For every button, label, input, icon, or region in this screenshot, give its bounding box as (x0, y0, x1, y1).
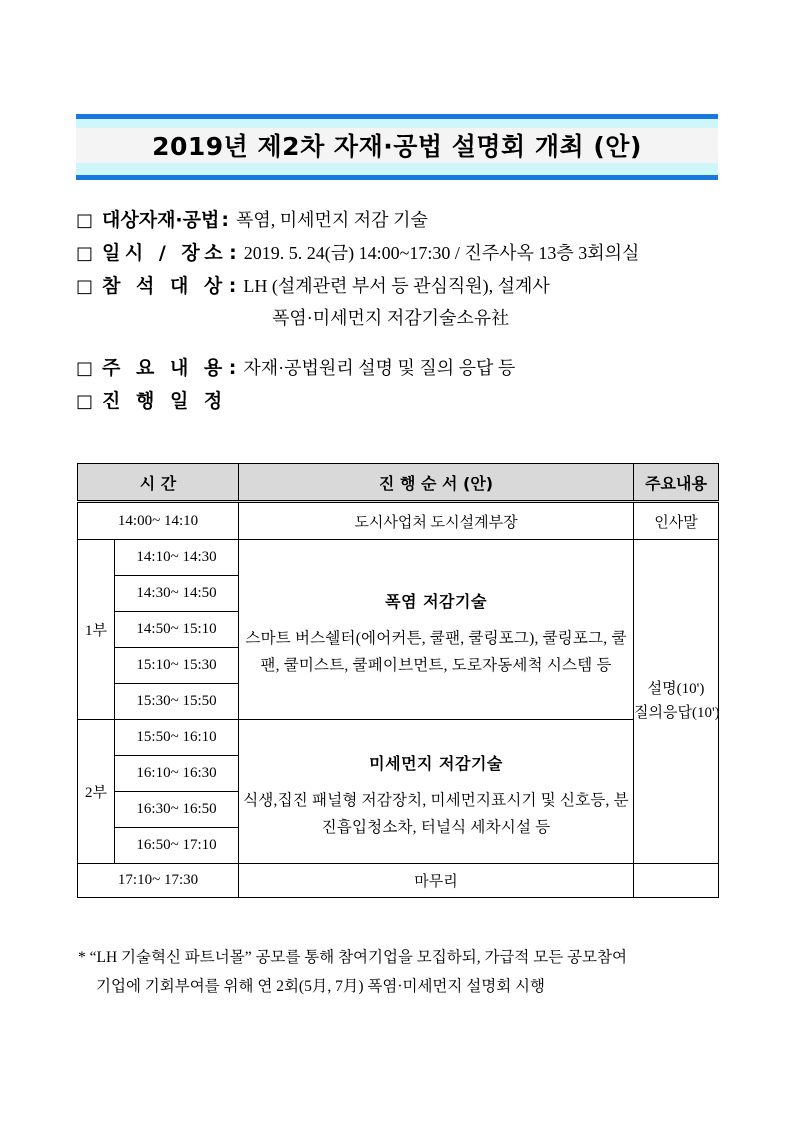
info-item-colon: : (221, 209, 229, 231)
title-banner (76, 114, 718, 180)
cell-merged-note (634, 540, 719, 864)
info-item-label: 진 행 일 정 (102, 389, 227, 412)
info-item-colon: : (228, 274, 237, 297)
cell-closing-note (634, 864, 719, 898)
square-bullet-icon: □ (76, 275, 94, 297)
merged-note-line1: 설명(10') (647, 681, 705, 698)
info-item-schedule-heading (76, 387, 736, 416)
table-header-row (78, 464, 719, 502)
column-header-time: 시 간 (78, 464, 239, 502)
part1-content-body: 스마트 버스쉘터(에어커튼, 쿨팬, 쿨링포그), 쿨링포그, 쿨팬, 쿨미스트, 쿨페이브먼트, 도로자동세척 시스템 등 (245, 630, 627, 674)
table-row (78, 720, 719, 756)
square-bullet-icon: □ (76, 357, 94, 379)
column-header-note: 주요내용 (634, 464, 719, 502)
cell-opening-time: 14:00~ 14:10 (78, 502, 239, 540)
cell-part1-slot-4: 15:10~ 15:30 (115, 648, 239, 684)
square-bullet-icon: □ (76, 390, 94, 412)
table-row (78, 864, 719, 898)
cell-part1-content (239, 540, 634, 720)
cell-part1-slot-3: 14:50~ 15:10 (115, 612, 239, 648)
merged-note-line2: 질의응답(10') (634, 704, 720, 721)
info-item-value: 2019. 5. 24(금) 14:00~17:30 / 진주사옥 13층 3회의실 (243, 242, 640, 263)
cell-part1-label: 1부 (78, 540, 115, 720)
square-bullet-icon: □ (76, 242, 94, 264)
cell-part2-slot-4: 16:50~ 17:10 (115, 828, 239, 864)
schedule-table (77, 463, 719, 898)
info-item-colon: : (229, 241, 237, 264)
info-item-label: 대상자재·공법 (102, 209, 220, 231)
info-item-main-content (76, 354, 736, 383)
cell-part2-slot-1: 15:50~ 16:10 (115, 720, 239, 756)
schedule-table-container (77, 463, 718, 898)
cell-closing-time: 17:10~ 17:30 (78, 864, 239, 898)
cell-part2-label: 2부 (78, 720, 115, 864)
footnote-line2: 기업에 기회부여를 위해 연 2회(5月, 7月) 폭염·미세먼지 설명회 시행 (96, 977, 545, 995)
info-item-colon: : (228, 356, 237, 379)
cell-opening-note: 인사말 (634, 502, 719, 540)
square-bullet-icon: □ (76, 210, 94, 231)
column-header-order: 진 행 순 서 (안) (239, 464, 634, 502)
info-item-datetime-venue (76, 239, 736, 268)
part1-content-title: 폭염 저감기술 (385, 592, 487, 612)
cell-part1-slot-5: 15:30~ 15:50 (115, 684, 239, 720)
info-item-label: 주 요 내 용 (102, 356, 227, 379)
info-item-attendees (76, 272, 736, 301)
info-item-value: LH (설계관련 부서 등 관심직원), 설계사 (243, 275, 550, 296)
footnote-line1: * “LH 기술혁신 파트너몰” 공모를 통해 참여기업을 모집하되, 가급적 모든 공모참여 (78, 949, 627, 966)
cell-part2-slot-3: 16:30~ 16:50 (115, 792, 239, 828)
footnote (78, 944, 738, 1001)
table-row (78, 540, 719, 576)
info-item-attendees-line2: 폭염·미세먼지 저감기술소유社 (272, 307, 510, 328)
part2-content-title: 미세먼지 저감기술 (369, 754, 503, 774)
table-row (78, 502, 719, 540)
part2-content-body: 식생,집진 패널형 저감장치, 미세먼지표시기 및 신호등, 분진흡입청소차, 터널식 세차시설 등 (243, 792, 629, 836)
info-item-value: 자재·공법원리 설명 및 질의 응답 등 (243, 357, 516, 378)
cell-opening-content: 도시사업처 도시설계부장 (239, 502, 634, 540)
info-item-label: 일시 / 장소 (102, 241, 228, 264)
page-title: 2019년 제2차 자재·공법 설명회 개최 (안) (152, 131, 642, 161)
cell-part1-slot-1: 14:10~ 14:30 (115, 540, 239, 576)
info-item-value: 폭염, 미세먼지 저감 기술 (235, 210, 428, 230)
cell-part2-slot-2: 16:10~ 16:30 (115, 756, 239, 792)
info-item-target-material (76, 206, 736, 235)
cell-part2-content (239, 720, 634, 864)
info-list (76, 206, 736, 419)
info-item-label: 참 석 대 상 (102, 274, 227, 297)
cell-part1-slot-2: 14:30~ 14:50 (115, 576, 239, 612)
cell-closing-content: 마무리 (239, 864, 634, 898)
